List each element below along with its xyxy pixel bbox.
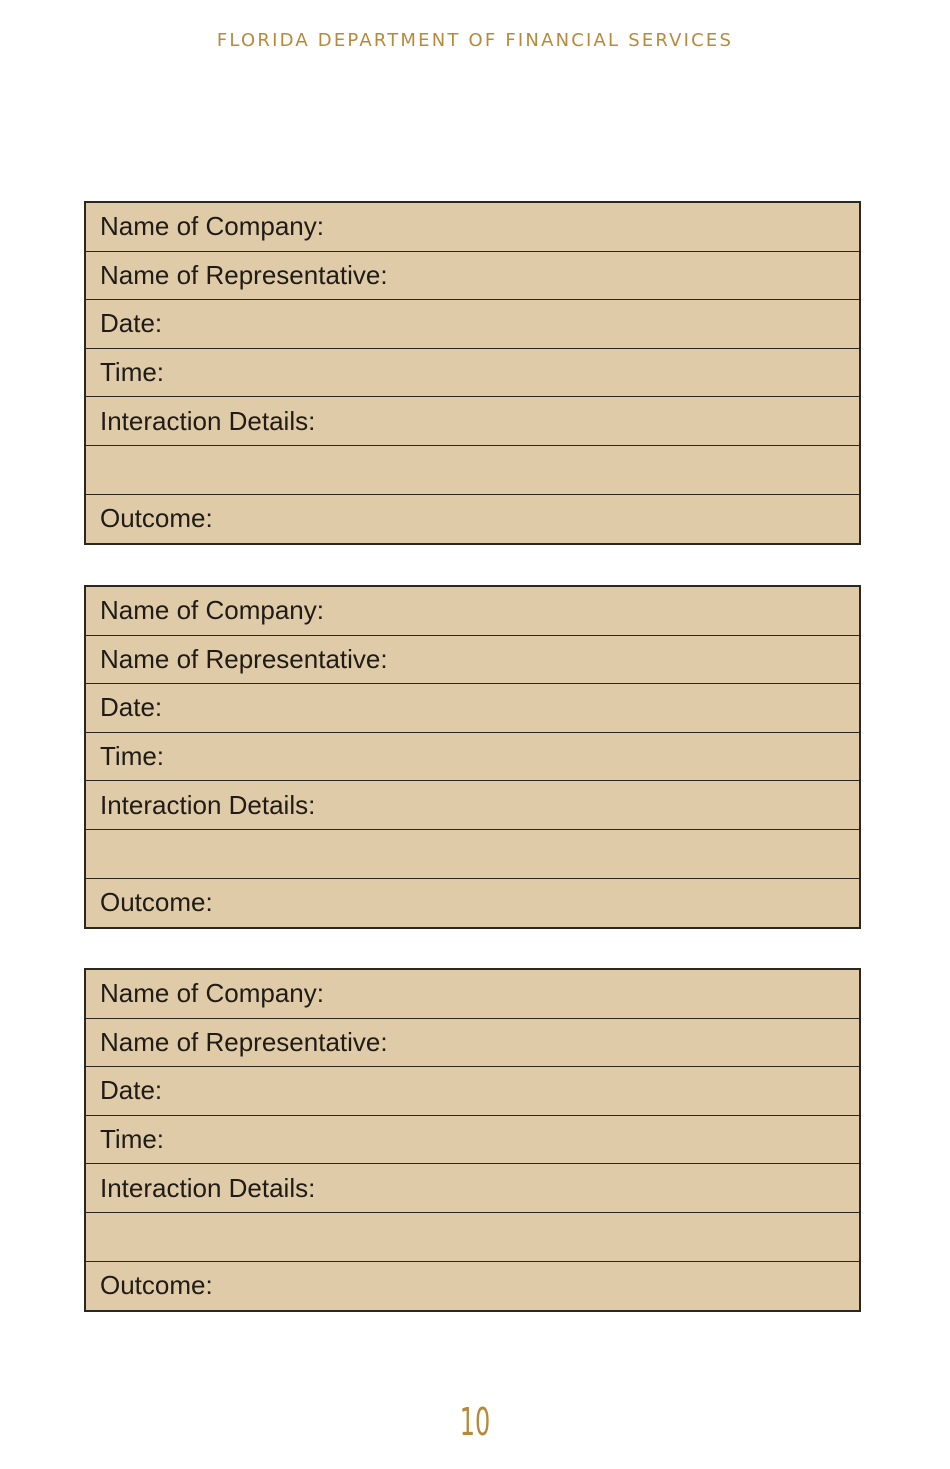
interaction-log-form-1 bbox=[84, 201, 861, 545]
interaction-details-field[interactable]: Interaction Details: bbox=[86, 1164, 859, 1213]
time-field[interactable]: Time: bbox=[86, 349, 859, 398]
time-field[interactable]: Time: bbox=[86, 1116, 859, 1165]
outcome-field[interactable]: Outcome: bbox=[100, 503, 213, 534]
outcome-field[interactable]: Outcome: bbox=[100, 887, 213, 918]
outcome-field[interactable]: Outcome: bbox=[100, 1270, 213, 1301]
interaction-details-continuation[interactable] bbox=[86, 830, 859, 879]
company-name-field[interactable]: Name of Company: bbox=[86, 203, 859, 252]
representative-name-field[interactable]: Name of Representative: bbox=[86, 252, 859, 301]
company-name-field[interactable]: Name of Company: bbox=[86, 970, 859, 1019]
interaction-details-field[interactable]: Interaction Details: bbox=[86, 397, 859, 446]
page-header: FLORIDA DEPARTMENT OF FINANCIAL SERVICES bbox=[216, 30, 734, 51]
interaction-log-form-3 bbox=[84, 968, 861, 1312]
interaction-log-form-2 bbox=[84, 585, 861, 929]
date-field[interactable]: Date: bbox=[86, 684, 859, 733]
company-name-field[interactable]: Name of Company: bbox=[86, 587, 859, 636]
representative-name-field[interactable]: Name of Representative: bbox=[86, 1019, 859, 1068]
date-field[interactable]: Date: bbox=[86, 1067, 859, 1116]
interaction-details-continuation[interactable] bbox=[86, 446, 859, 495]
date-field[interactable]: Date: bbox=[86, 300, 859, 349]
interaction-details-field[interactable]: Interaction Details: bbox=[86, 781, 859, 830]
page-number: 10 bbox=[459, 1400, 491, 1444]
interaction-details-continuation[interactable] bbox=[86, 1213, 859, 1262]
time-field[interactable]: Time: bbox=[86, 733, 859, 782]
representative-name-field[interactable]: Name of Representative: bbox=[86, 636, 859, 685]
